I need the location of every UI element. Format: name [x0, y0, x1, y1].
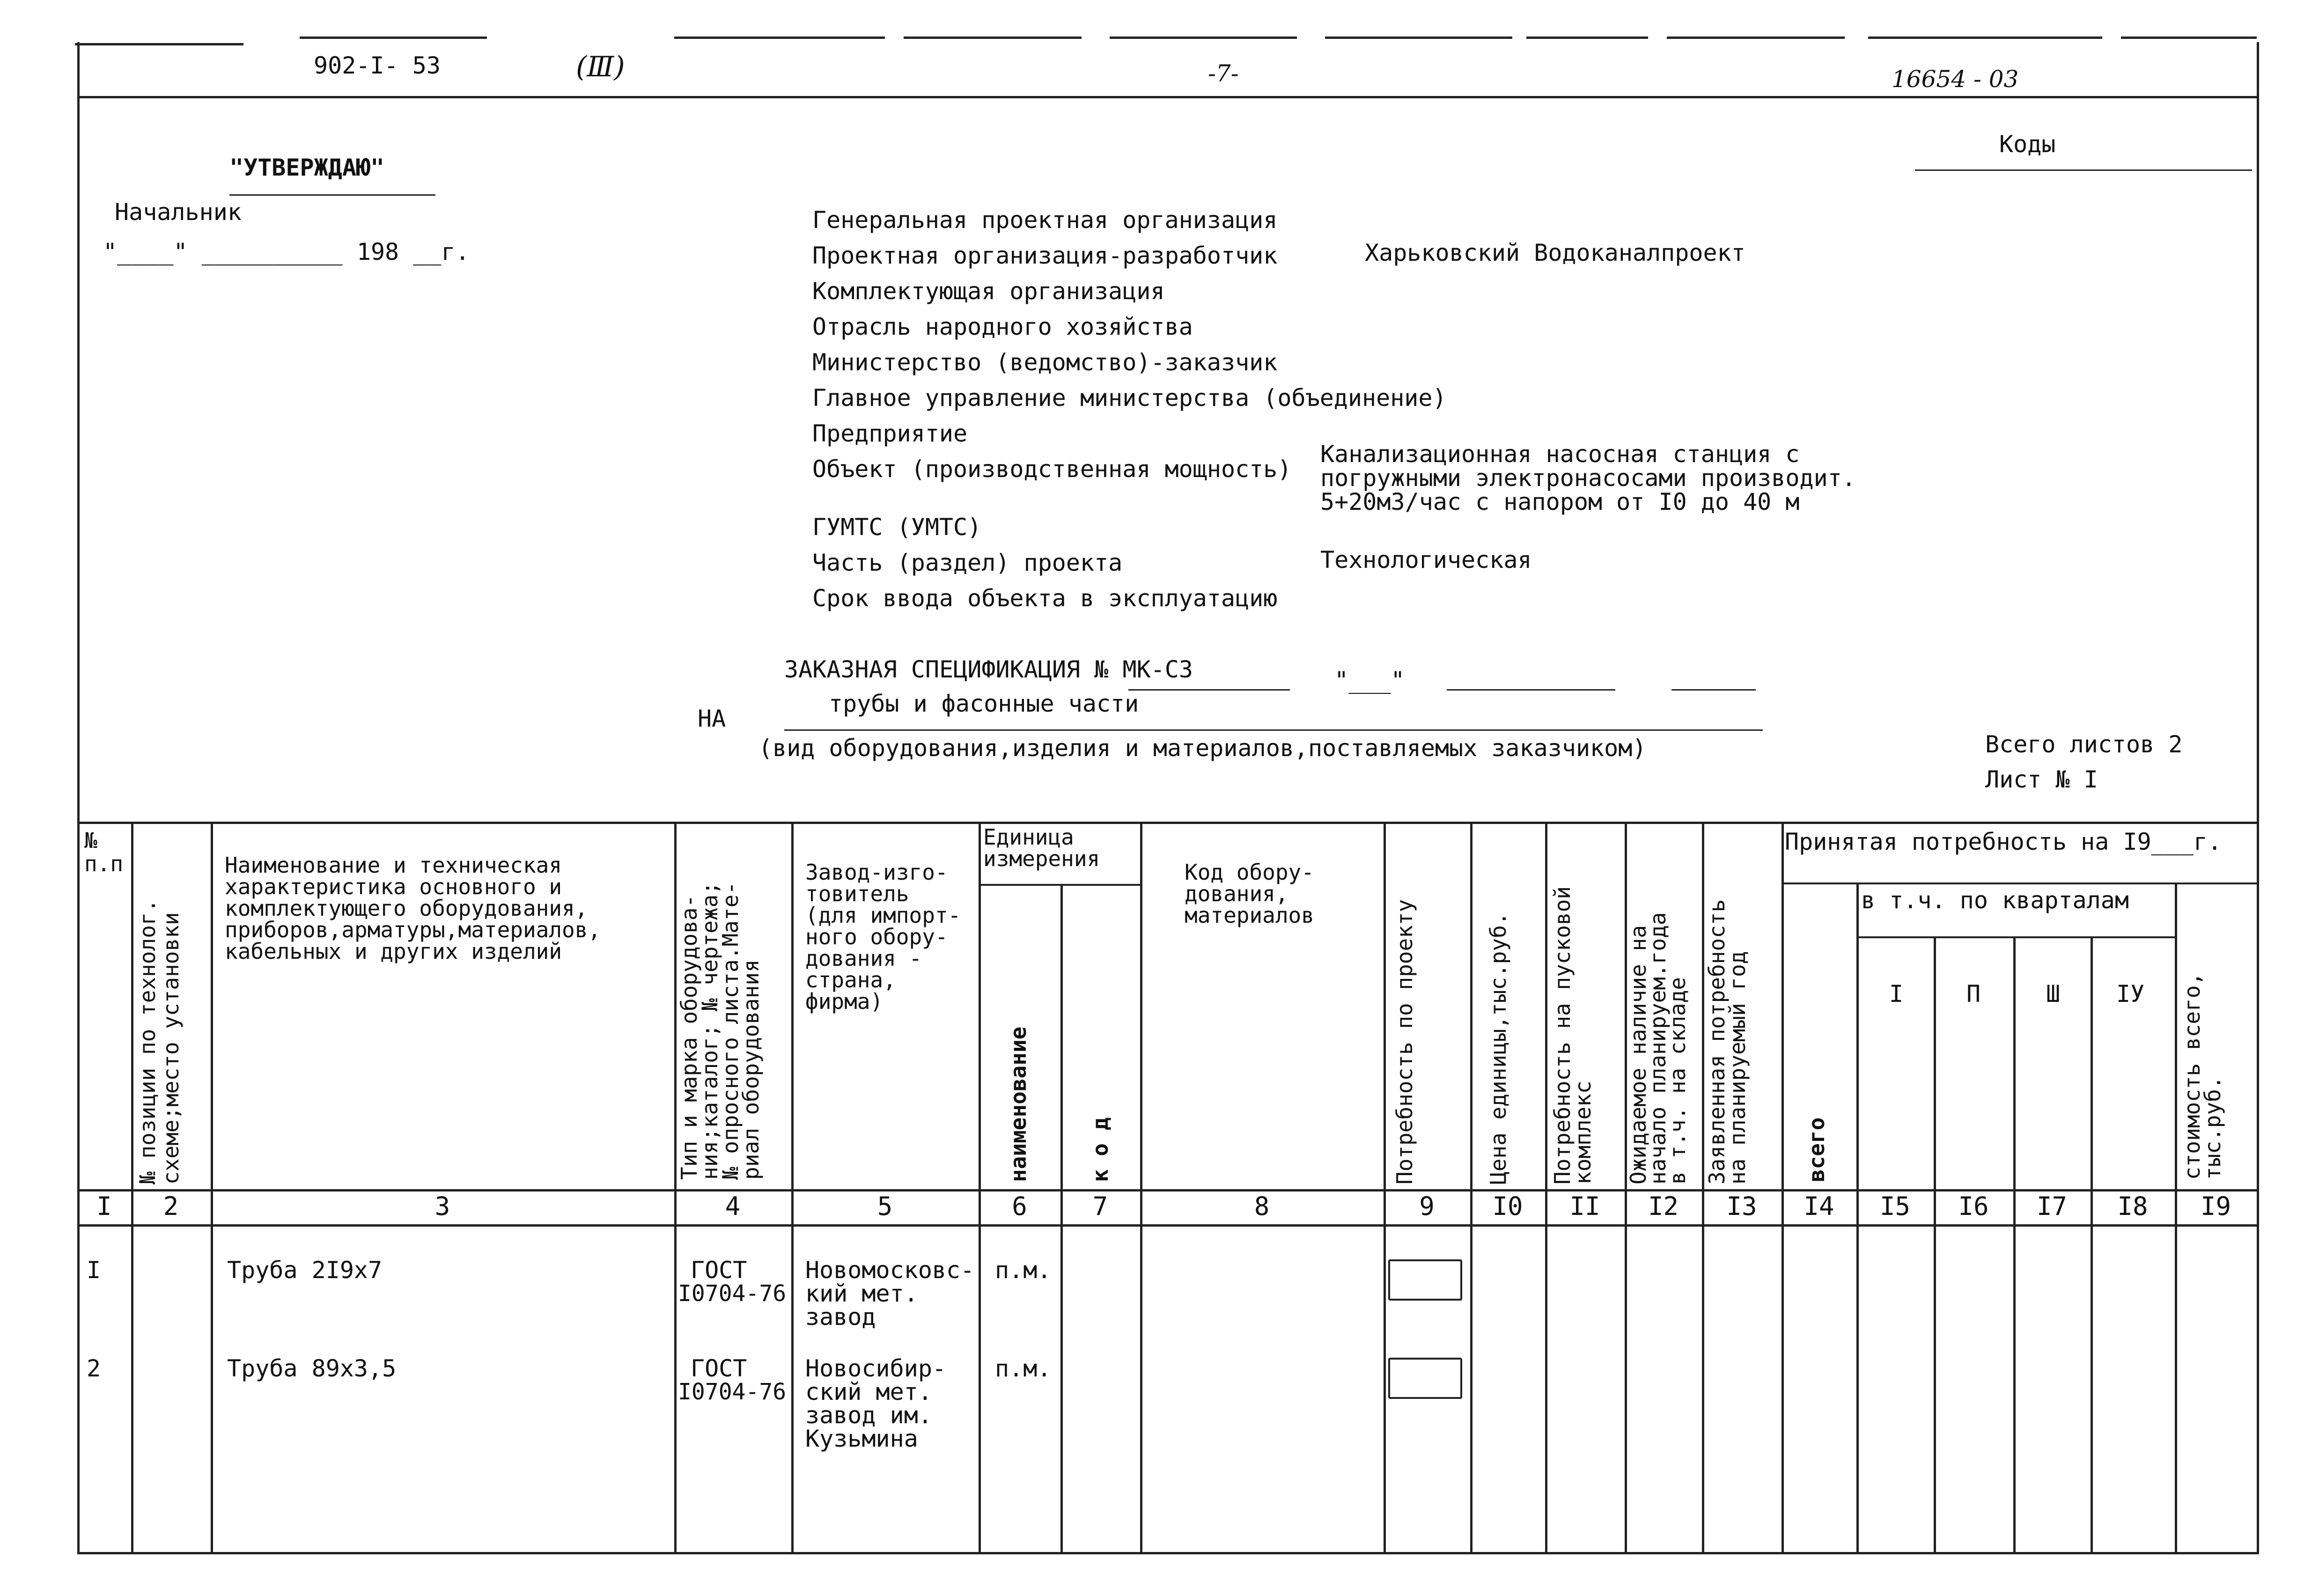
- th-type: Тип и марка оборудова- ния;каталог; № чертежа; № опросного листа.Мате- риал оборудования: [677, 882, 764, 1180]
- row-maker-4: Кузьмина: [805, 1425, 918, 1452]
- col-number: 4: [725, 1191, 741, 1221]
- col-number: I7: [2036, 1191, 2068, 1221]
- th-q1: I: [1889, 980, 1904, 1008]
- row-type-1: ГОСТ: [691, 1257, 747, 1284]
- col-number: 9: [1419, 1191, 1435, 1221]
- col-number: 5: [877, 1191, 893, 1221]
- col-number: II: [1569, 1191, 1600, 1221]
- th-unit-code: к о д: [1088, 1117, 1113, 1182]
- th-code: Код обору- дования, материалов: [1185, 860, 1314, 928]
- col-number: 8: [1254, 1191, 1270, 1221]
- th-maker: Завод-изго- товитель (для импорт- ного обору- дования - страна, фирма): [805, 860, 961, 1014]
- th-cost: стоимость всего, тыс.руб.: [2179, 972, 2225, 1180]
- org-developer-label: Проектная организация-разработчик: [812, 242, 1278, 269]
- org-branch: Отрасль народного хозяйства: [812, 313, 1193, 340]
- th-q3: Ш: [2046, 980, 2061, 1008]
- org-part-label: Часть (раздел) проекта: [812, 549, 1123, 576]
- org-general: Генеральная проектная организация: [812, 206, 1278, 234]
- spec-title-line-2: [1447, 689, 1615, 691]
- row-number: 2: [87, 1355, 101, 1382]
- th-q4: IУ: [2116, 980, 2145, 1008]
- org-gumts: ГУМТС (УМТС): [812, 514, 982, 541]
- spec-subject: трубы и фасонные части: [829, 690, 1139, 717]
- row-maker-2: ский мет.: [805, 1378, 932, 1405]
- th-total: всего: [1804, 1117, 1829, 1182]
- row-name: Труба 2I9x7: [227, 1257, 383, 1284]
- spec-title-line-3: [1671, 689, 1756, 691]
- row-name: Труба 89x3,5: [227, 1355, 397, 1382]
- approval-date: "____" __________ 198 __г.: [103, 238, 470, 265]
- th-stock: Ожидаемое наличие на начало планируем.года в т.ч. на складе: [1626, 912, 1690, 1184]
- row-number: I: [87, 1257, 101, 1284]
- row-maker-1: Новосибир-: [805, 1355, 947, 1382]
- frame-right: [2257, 42, 2259, 1554]
- th-price: Цена единицы,тыс.руб.: [1486, 912, 1511, 1184]
- col-number: I3: [1726, 1191, 1757, 1221]
- col-number: I8: [2117, 1191, 2148, 1221]
- frame-left: [77, 42, 80, 1554]
- org-object-value-2: погружными электронасосами производит.: [1320, 464, 1856, 492]
- th-accepted: Принятая потребность на I9___г.: [1785, 828, 2222, 855]
- col-number: 7: [1092, 1191, 1108, 1221]
- sheet-number: Лист № I: [1985, 766, 2098, 793]
- volume-mark: (Ⅲ): [576, 51, 625, 83]
- row-maker-1: Новомосковс-: [805, 1257, 975, 1284]
- org-main-dept: Главное управление министерства (объединение): [812, 384, 1447, 412]
- col-number: 6: [1012, 1191, 1027, 1221]
- org-supplier: Комплектующая организация: [812, 278, 1165, 305]
- col-number: I0: [1492, 1191, 1523, 1221]
- approval-chief: Начальник: [115, 199, 242, 226]
- need-value-box: [1388, 1358, 1462, 1399]
- th-num: № п.п: [84, 828, 124, 876]
- row-type-2: I0704-76: [678, 1280, 787, 1307]
- th-need: Потребность по проекту: [1392, 899, 1417, 1184]
- row-maker-2: кий мет.: [805, 1280, 918, 1307]
- col-number: I: [96, 1191, 112, 1221]
- spec-subject-line: [784, 729, 1763, 731]
- col-number: I2: [1648, 1191, 1679, 1221]
- org-developer-value: Харьковский Водоканалпроект: [1365, 239, 1745, 266]
- row-maker-3: завод: [805, 1303, 876, 1331]
- approval-title: "УТВЕРЖДАЮ": [229, 154, 385, 181]
- col-number: 3: [434, 1191, 450, 1221]
- total-sheets: Всего листов 2: [1985, 731, 2183, 758]
- row-unit: п.м.: [995, 1257, 1052, 1284]
- th-declared: Заявленная потребность на планируемый год: [1704, 899, 1750, 1184]
- th-unit-name: наименование: [1006, 1026, 1031, 1182]
- org-object-value-1: Канализационная насосная станция с: [1320, 441, 1800, 468]
- row-type-1: ГОСТ: [691, 1355, 747, 1382]
- spec-on: НА: [698, 705, 726, 732]
- th-unit: Единица измерения: [983, 824, 1100, 871]
- th-launch: Потребность на пусковой комплекс: [1550, 886, 1596, 1184]
- org-object-value-3: 5+20м3/час с напором от I0 до 40 м: [1320, 488, 1800, 515]
- th-quarters: в т.ч. по кварталам: [1861, 887, 2129, 914]
- col-number: I4: [1804, 1191, 1834, 1221]
- org-part-value: Технологическая: [1320, 546, 1532, 574]
- row-type-2: I0704-76: [678, 1379, 787, 1405]
- sheet-code: 16654 - 03: [1892, 66, 2019, 93]
- row-maker-3: завод им.: [805, 1402, 932, 1429]
- row-unit: п.м.: [995, 1355, 1052, 1382]
- need-value-box: [1388, 1259, 1462, 1301]
- th-position: № позиции по технолог. схеме;место установки: [135, 899, 184, 1184]
- frame-top: [77, 96, 2259, 98]
- col-number: I9: [2200, 1191, 2231, 1221]
- col-number: I6: [1958, 1191, 1989, 1221]
- spec-title: ЗАКАЗНАЯ СПЕЦИФИКАЦИЯ № МК-С3: [784, 656, 1193, 683]
- approval-underline: [229, 194, 435, 196]
- org-deadline: Срок ввода объекта в эксплуатацию: [812, 585, 1278, 612]
- org-ministry: Министерство (ведомство)-заказчик: [812, 349, 1278, 376]
- org-enterprise: Предприятие: [812, 420, 968, 447]
- col-number: 2: [163, 1191, 179, 1221]
- th-q2: П: [1966, 980, 1981, 1008]
- page-number: -7-: [1208, 60, 1239, 87]
- col-number: I5: [1879, 1191, 1911, 1221]
- spec-note: (вид оборудования,изделия и материалов,поставляемых заказчиком): [758, 735, 1647, 762]
- codes-label: Коды: [1999, 131, 2056, 158]
- org-object-label: Объект (производственная мощность): [812, 456, 1292, 483]
- spec-quote: "___": [1334, 667, 1405, 694]
- codes-underline: [1915, 169, 2252, 171]
- spec-title-line-1: [1128, 689, 1290, 691]
- th-name: Наименование и техническая характеристика основного и комплектующего оборудования, приборов,арматуры,материалов, кабельных и других изделий: [225, 853, 601, 964]
- doc-code: 902-I- 53: [314, 52, 441, 79]
